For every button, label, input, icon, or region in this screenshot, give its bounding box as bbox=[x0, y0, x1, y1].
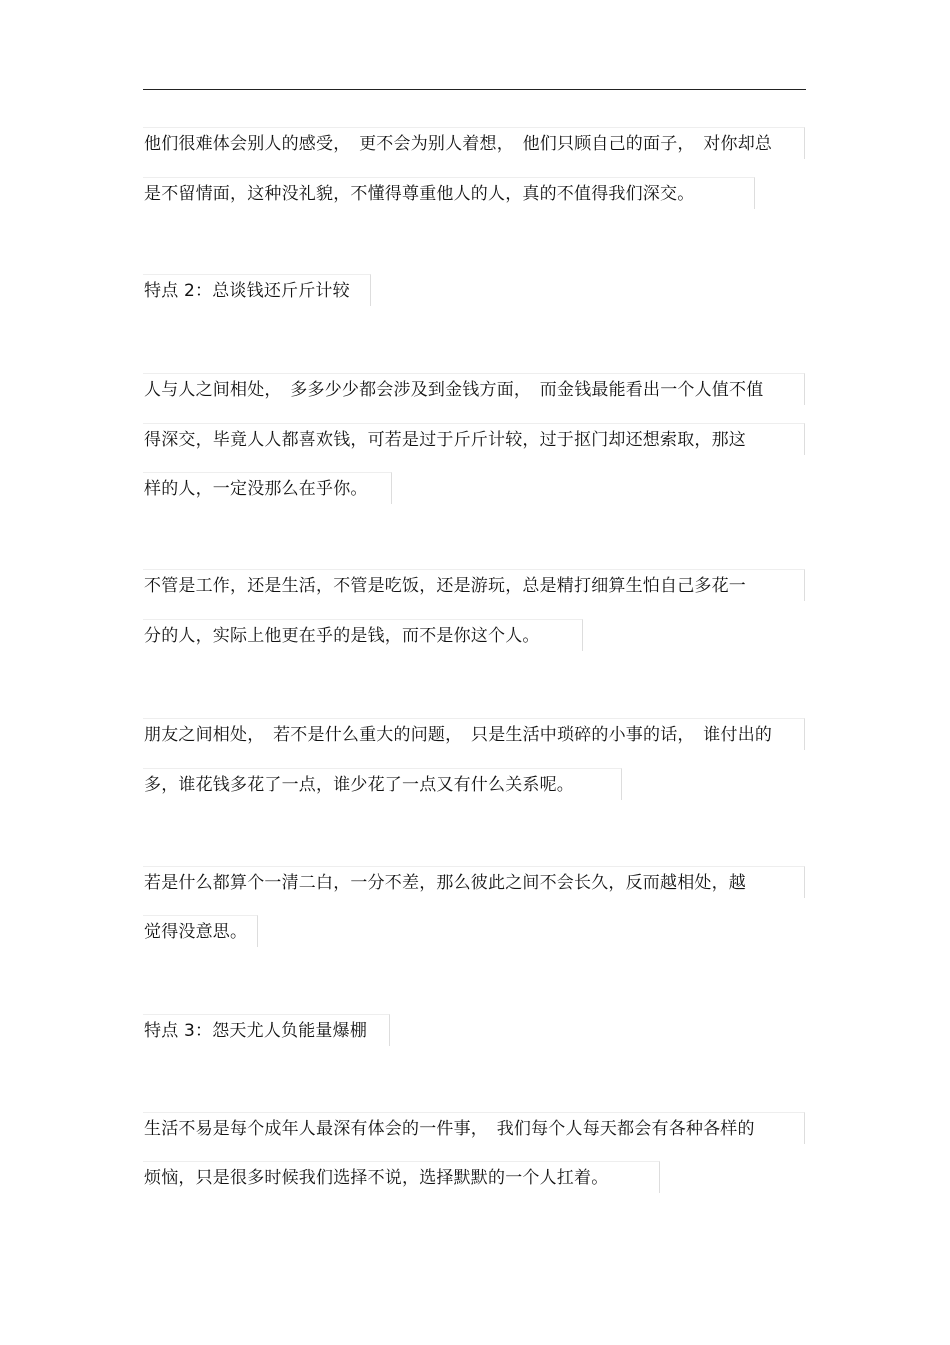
text-line: 不管是工作，还是生活，不管是吃饭，还是游玩，总是精打细算生怕自己多花一 bbox=[143, 569, 805, 601]
text-line: 他们很难体会别人的感受， 更不会为别人着想， 他们只顾自己的面子， 对你却总 bbox=[143, 127, 805, 159]
top-rule bbox=[143, 89, 806, 90]
text-line: 若是什么都算个一清二白，一分不差，那么彼此之间不会长久，反而越相处，越 bbox=[143, 866, 805, 898]
text-line: 生活不易是每个成年人最深有体会的一件事， 我们每个人每天都会有各种各样的 bbox=[143, 1112, 805, 1144]
text-line: 得深交，毕竟人人都喜欢钱，可若是过于斤斤计较，过于抠门却还想索取，那这 bbox=[143, 423, 805, 455]
text-line: 分的人，实际上他更在乎的是钱，而不是你这个人。 bbox=[143, 619, 583, 651]
text-line: 多，谁花钱多花了一点，谁少花了一点又有什么关系呢。 bbox=[143, 768, 622, 800]
text-line: 烦恼，只是很多时候我们选择不说，选择默默的一个人扛着。 bbox=[143, 1161, 660, 1193]
text-line: 是不留情面，这种没礼貌，不懂得尊重他人的人，真的不值得我们深交。 bbox=[143, 177, 755, 209]
text-line: 人与人之间相处， 多多少少都会涉及到金钱方面， 而金钱最能看出一个人值不值 bbox=[143, 373, 805, 405]
section-heading: 特点 3：怨天尤人负能量爆棚 bbox=[143, 1014, 390, 1046]
text-line: 觉得没意思。 bbox=[143, 915, 258, 947]
text-line: 朋友之间相处， 若不是什么重大的问题， 只是生活中琐碎的小事的话， 谁付出的 bbox=[143, 718, 805, 750]
section-heading: 特点 2：总谈钱还斤斤计较 bbox=[143, 274, 371, 306]
text-line: 样的人，一定没那么在乎你。 bbox=[143, 472, 392, 504]
